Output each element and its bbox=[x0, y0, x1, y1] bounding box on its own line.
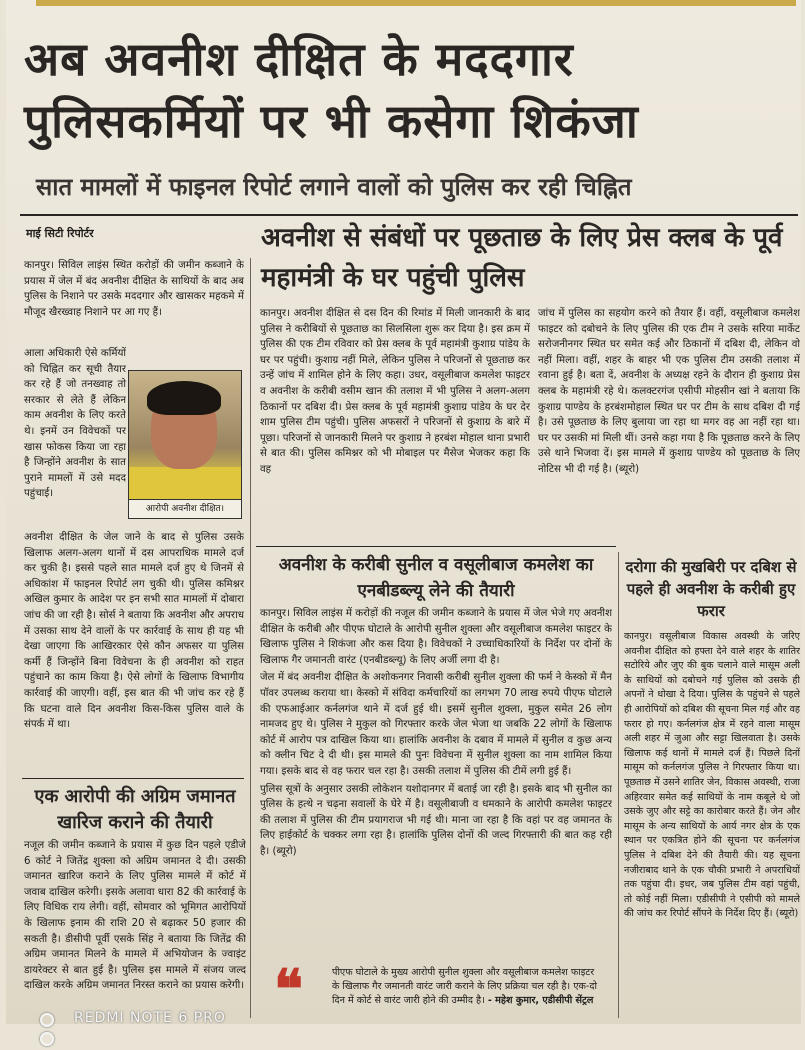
byline: माई सिटी रिपोर्टर bbox=[26, 227, 94, 240]
camera-watermark: REDMI NOTE 6 PRO bbox=[74, 1010, 226, 1026]
divider bbox=[22, 778, 244, 779]
divider bbox=[20, 214, 798, 216]
bail-headline: एक आरोपी की अग्रिम जमानत खारिज कराने की तैयारी bbox=[34, 786, 236, 833]
bail-story-text: नजूल की जमीन कब्जाने के प्रयास में कुछ दिन पहले एडीजे 6 कोर्ट ने जितेंद्र शुक्ला को अग्रिम जमानत दे दी। उसकी जमानत खारिज कराने के लिए पुलिस मामले में कोर्ट में जवाब दाखिल करेगी। इसके अलावा धारा 82 की कार्रवाई के लिए विधिक राय लेगी। वहीं, सोमवार को भूमिगत आरोपियों के खिलाफ इनाम की राशि 20 से बढ़ाकर 50 हजार की सकती है। डीसीपी पूर्वी एसके सिंह ने बताया कि जितेंद्र की अग्रिम जमानत मिलने के मामले में अभियोजन के ज्वाइंट डायरेक्टर से बात हुई है। पुलिस इस मामले में संजय जल्द दाखिल करके अग्रिम जमानत निरस्त कराने का प्रयास करेगी। bbox=[24, 840, 246, 992]
press-story-col1-text: कानपुर। अवनीश दीक्षित से दस दिन की रिमांड में मिली जानकारी के बाद पुलिस ने करीबियों से पूछताछ का सिलसिला शुरू कर दिया है। इस क्रम में पुलिस की एक टीम रविवार को प्रेस क्लब के पूर्व महामंत्री कुशाग्र पांडेय के घर पर पहुंची। कुशाग्र नहीं मिले, लेकिन पुलिस ने परिजनों से पूछताछ कर उन्हें जांच में शामिल होने के लिए कहा। उधर, वसूलीबाज कमलेश फाइटर व अवनीश के करीबी वसीम खान की तलाश में भी पुलिस ने अलग-अलग ठिकानों पर दबिश दी। प्रेस क्लब के पूर्व महामंत्री कुशाग्र पांडेय के घर देर शाम पुलिस टीम पहुंची। पुलिस अफसरों ने परिजनों से कुशाग्र के बारे में पूछा। परिजनों से जानकारी मिलने पर कुशाग्र ने हरबंश मोहाल थाना प्रभारी से बात की। पुलिस कमिश्नर को भी मोबाइल पर मैसेज भेजकर कहा कि वह bbox=[260, 308, 530, 475]
raid-story-text: कानपुर। वसूलीबाज विकास अवस्थी के जरिए अवनीश दीक्षित को हफ्ता देने वाले शहर के शातिर सटोरिये और जुए की बुक चलाने वाले मासूम अली के साथियों को दबोचने गई पुलिस को उसके ही अपनों ने धोखा दे दिया। पुलिस के पहुंचने से पहले ही आरोपियों को दबिश की सूचना मिल गई और वह फरार हो गए। कर्नलगंज क्षेत्र में रहने वाला मासूम अली शहर में जुआ और सट्टा खिलवाता है। उसके खिलाफ कई थानों में मामले दर्ज हैं। पिछले दिनों मासूम को कर्नलगंज पुलिस ने गिरफ्तार किया था। पूछताछ में उसने शातिर जेन, विकास अवस्थी, राजा अहिरवार समेत कई साथियों के नाम कबूले थे जो उसके जुए और सट्टे का कारोबार करते हैं। जेन और मासूम के अन्य साथियों के आर्य नगर क्षेत्र के एक स्थान पर एकत्रित होने की सूचना पर कर्नलगंज पुलिस ने दबिश देने की तैयारी की। यह सूचना नजीराबाद थाने के एक चौकी प्रभारी ने अपराधियों तक पहुंचा दी। इधर, जब पुलिस टीम वहां पहुंची, तो कोई नहीं मिला। एडीसीपी ने एसीपी को मामले की जांच कर रिपोर्ट सौंपने के निर्देश दिए हैं। (ब्यूरो) bbox=[624, 631, 800, 920]
left-story-p1-text: कानपुर। सिविल लाइंस स्थित करोड़ों की जमीन कब्जाने के प्रयास में जेल में बंद अवनीश दीक्षित के साथियों के बाद अब पुलिस के निशाने पर उसके मददगार और खासकर महकमे में मौजूद खैरख्वाह निशाने पर आ गए हैं। bbox=[24, 260, 244, 318]
column-rule bbox=[250, 258, 251, 1018]
top-color-band bbox=[36, 0, 796, 6]
press-story-col2-text: जांच में पुलिस का सहयोग करने को तैयार हैं। वहीं, वसूलीबाज कमलेश फाइटर को दबोचने के लिए पुलिस की एक टीम ने उसके सरिया मार्केट सरोजनीनगर स्थित घर समेत कई और ठिकानों में दबिश दी, लेकिन वो नहीं मिला। वहीं, शहर के बाहर भी एक पुलिस टीम उसकी तलाश में रवाना हुई है। बता दें, अवनीश के अध्यक्ष रहने के दौरान ही कुशाग्र प्रेस क्लब के महामंत्री रहे थे। कलक्टरगंज एसीपी मोहसीन खां ने बताया कि कुशाग्र पाण्डेय के हरबंशमोहाल स्थित घर पर टीम के साथ दबिश दी गई है। उसे पूछताछ के लिए बुलाया जा रहा था मगर वह आ नहीं रहा था। घर पर उसकी मां मिली थीं। उनसे कहा गया है कि पूछताछ करने के लिए उसे थाने भिजवा दें। इस मामले में कुशाग्र पाण्डेय को पूछताछ के लिए नोटिस भी दी गई है। (ब्यूरो) bbox=[538, 308, 800, 475]
nbw-story-p2: जेल में बंद अवनीश दीक्षित के अशोकनगर निवासी करीबी सुनील शुक्ला की फर्म ने केस्को में मैन पॉवर उपलब्ध कराया था। केस्को में संविदा कर्मचारियों का लगभग 70 लाख रुपये पीएफ घोटाले की एफआईआर कर्नलगंज थाने में दर्ज हुई थी। इसमें सुनील शुक्ला, मुकुल समेत 26 लोग नामजद हुए थे। पुलिस ने मुकुल को गिरफ्तार करके जेल भेजा था जबकि 22 लोगों के खिलाफ कोर्ट में आरोप पत्र दाखिल किया था। हालांकि अवनीश के दबाव में मामले में सुनील व कुछ अन्य को क्लीन चिट दे दी थी। इस मामले की पुनः विवेचना में सुनील शुक्ला का नाम शामिल किया गया। इसके बाद से वह फरार चल रहा है। उसकी तलाश में पुलिस की टीमें लगी हुई हैं। bbox=[260, 672, 612, 777]
main-headline bbox=[24, 28, 794, 152]
camera-watermark-dots-icon bbox=[40, 1012, 66, 1024]
nbw-story-p3: पुलिस सूत्रों के अनुसार उसकी लोकेशन यशोदानगर में बताई जा रही है। इसके बाद भी सुनील का पुलिस के हत्थे न चढ़ना सवालों के घेरे में है। वसूलीबाजी व धमकाने के आरोपी कमलेश फाइटर की तलाश में पुलिस की टीम प्रयागराज भी गई थी। माना जा रहा है कि वहां पर वह जमानत के लिए हाईकोर्ट के चक्कर लगा रहा है। हालांकि पुलिस दोनों की जल्द गिरफ्तारी की बात कह रही है। (ब्यूरो) bbox=[260, 783, 612, 857]
raid-story bbox=[624, 630, 800, 1020]
photo-hair bbox=[147, 381, 221, 415]
quote-attribution: - महेश कुमार, एडीसीपी सेंट्रल bbox=[487, 995, 594, 1006]
left-story-p3-text: अवनीश दीक्षित के जेल जाने के बाद से पुलिस उसके खिलाफ अलग-अलग थानों में दस आपराधिक मामले दर्ज कर चुकी है। इससे पहले सात मामले दर्ज हुए थे जिनमें से अधिकांश में फाइनल रिपोर्ट लग चुकी थी। पुलिस कमिश्नर अखिल कुमार के आदेश पर इन सभी सात मामलों में दोबारा जांच की जा रही है। सोर्स ने बताया कि अवनीश और अपराध में उसका साथ देने वालों के पर कार्रवाई के साथ ही यह भी देखा जाएगा कि आखिरकार ऐसे कौन अफसर या पुलिस कर्मी हैं जिन्होंने बिना विवेचना के ही अवनीश को राहत पहुंचाने का काम किया है। ऐसे लोगों के खिलाफ विभागीय कार्रवाई की जाएगी। वहीं, इस बात की भी जांच कर रहे हैं कि घटना वाले दिन अवनीश किस-किस पुलिस वाले के संपर्क में था। bbox=[24, 532, 244, 731]
left-story-p2 bbox=[24, 346, 126, 532]
nbw-story bbox=[260, 606, 612, 956]
quote-box bbox=[332, 966, 602, 1008]
quote-text: पीएफ घोटाले के मुख्य आरोपी सुनील शुक्ला और वसूलीबाज कमलेश फाइटर के खिलाफ गैर जमानती वारंट जारी कराने के लिए प्रक्रिया चल रही है। एक-दो दिन में कोर्ट से वारंट जारी होने की उम्मीद है। bbox=[332, 967, 597, 1006]
sub-headline: सात मामलों में फाइनल रिपोर्ट लगाने वालों को पुलिस कर रही चिह्नित bbox=[36, 173, 632, 201]
left-story-p1 bbox=[24, 258, 244, 350]
press-story-col1 bbox=[260, 306, 530, 542]
photo-shirt bbox=[129, 467, 241, 499]
photo-caption: आरोपी अवनीश दीक्षित। bbox=[128, 499, 242, 519]
left-story-p2-text: आला अधिकारी ऐसे कर्मियों को चिह्नित कर सूची तैयार कर रहे हैं जो तनख्वाह तो सरकार से लेते हैं लेकिन काम अवनीश के लिए करते थे। इनमें उन विवेचकों पर खास फोकस किया जा रहा है जिन्होंने अवनीश के सात पुराने मामलों में उसे मदद पहुंचाई। bbox=[24, 348, 126, 500]
main-headline-line2: पुलिसकर्मियों पर भी कसेगा शिकंजा bbox=[24, 94, 639, 148]
press-story-col2 bbox=[538, 306, 800, 542]
column-rule bbox=[618, 552, 619, 1018]
quote-mark-icon: ❝ bbox=[274, 957, 304, 1021]
divider bbox=[256, 546, 616, 547]
accused-photo bbox=[128, 370, 242, 500]
press-club-headline: अवनीश से संबंधों पर पूछताछ के लिए प्रेस क्लब के पूर्व महामंत्री के घर पहुंची पुलिस bbox=[261, 223, 783, 293]
nbw-story-p1: कानपुर। सिविल लाइंस में करोड़ों की नजूल की जमीन कब्जाने के प्रयास में जेल भेजे गए अवनीश दीक्षित के करीबी और पीएफ घोटाले के आरोपी सुनील शुक्ला और वसूलीबाज कमलेश फाइटर के खिलाफ पुलिस ने शिकंजा और कस दिया है। विवेचकों ने उच्चाधिकारियों के निर्देश पर दोनों के खिलाफ गैर जमानती वारंट (एनबीडब्ल्यू) के लिए अर्जी लगा दी है। bbox=[260, 608, 612, 666]
bail-story bbox=[24, 838, 246, 1016]
newspaper-page bbox=[6, 0, 801, 1024]
nbw-headline: अवनीश के करीबी सुनील व वसूलीबाज कमलेश का एनबीडब्ल्यू लेने की तैयारी bbox=[278, 555, 594, 601]
raid-headline: दरोगा की मुखबिरी पर दबिश से पहले ही अवनीश के करीबी हुए फरार bbox=[625, 558, 797, 620]
main-headline-line1: अब अवनीश दीक्षित के मददगार bbox=[24, 32, 574, 86]
left-story-p3 bbox=[24, 530, 244, 774]
